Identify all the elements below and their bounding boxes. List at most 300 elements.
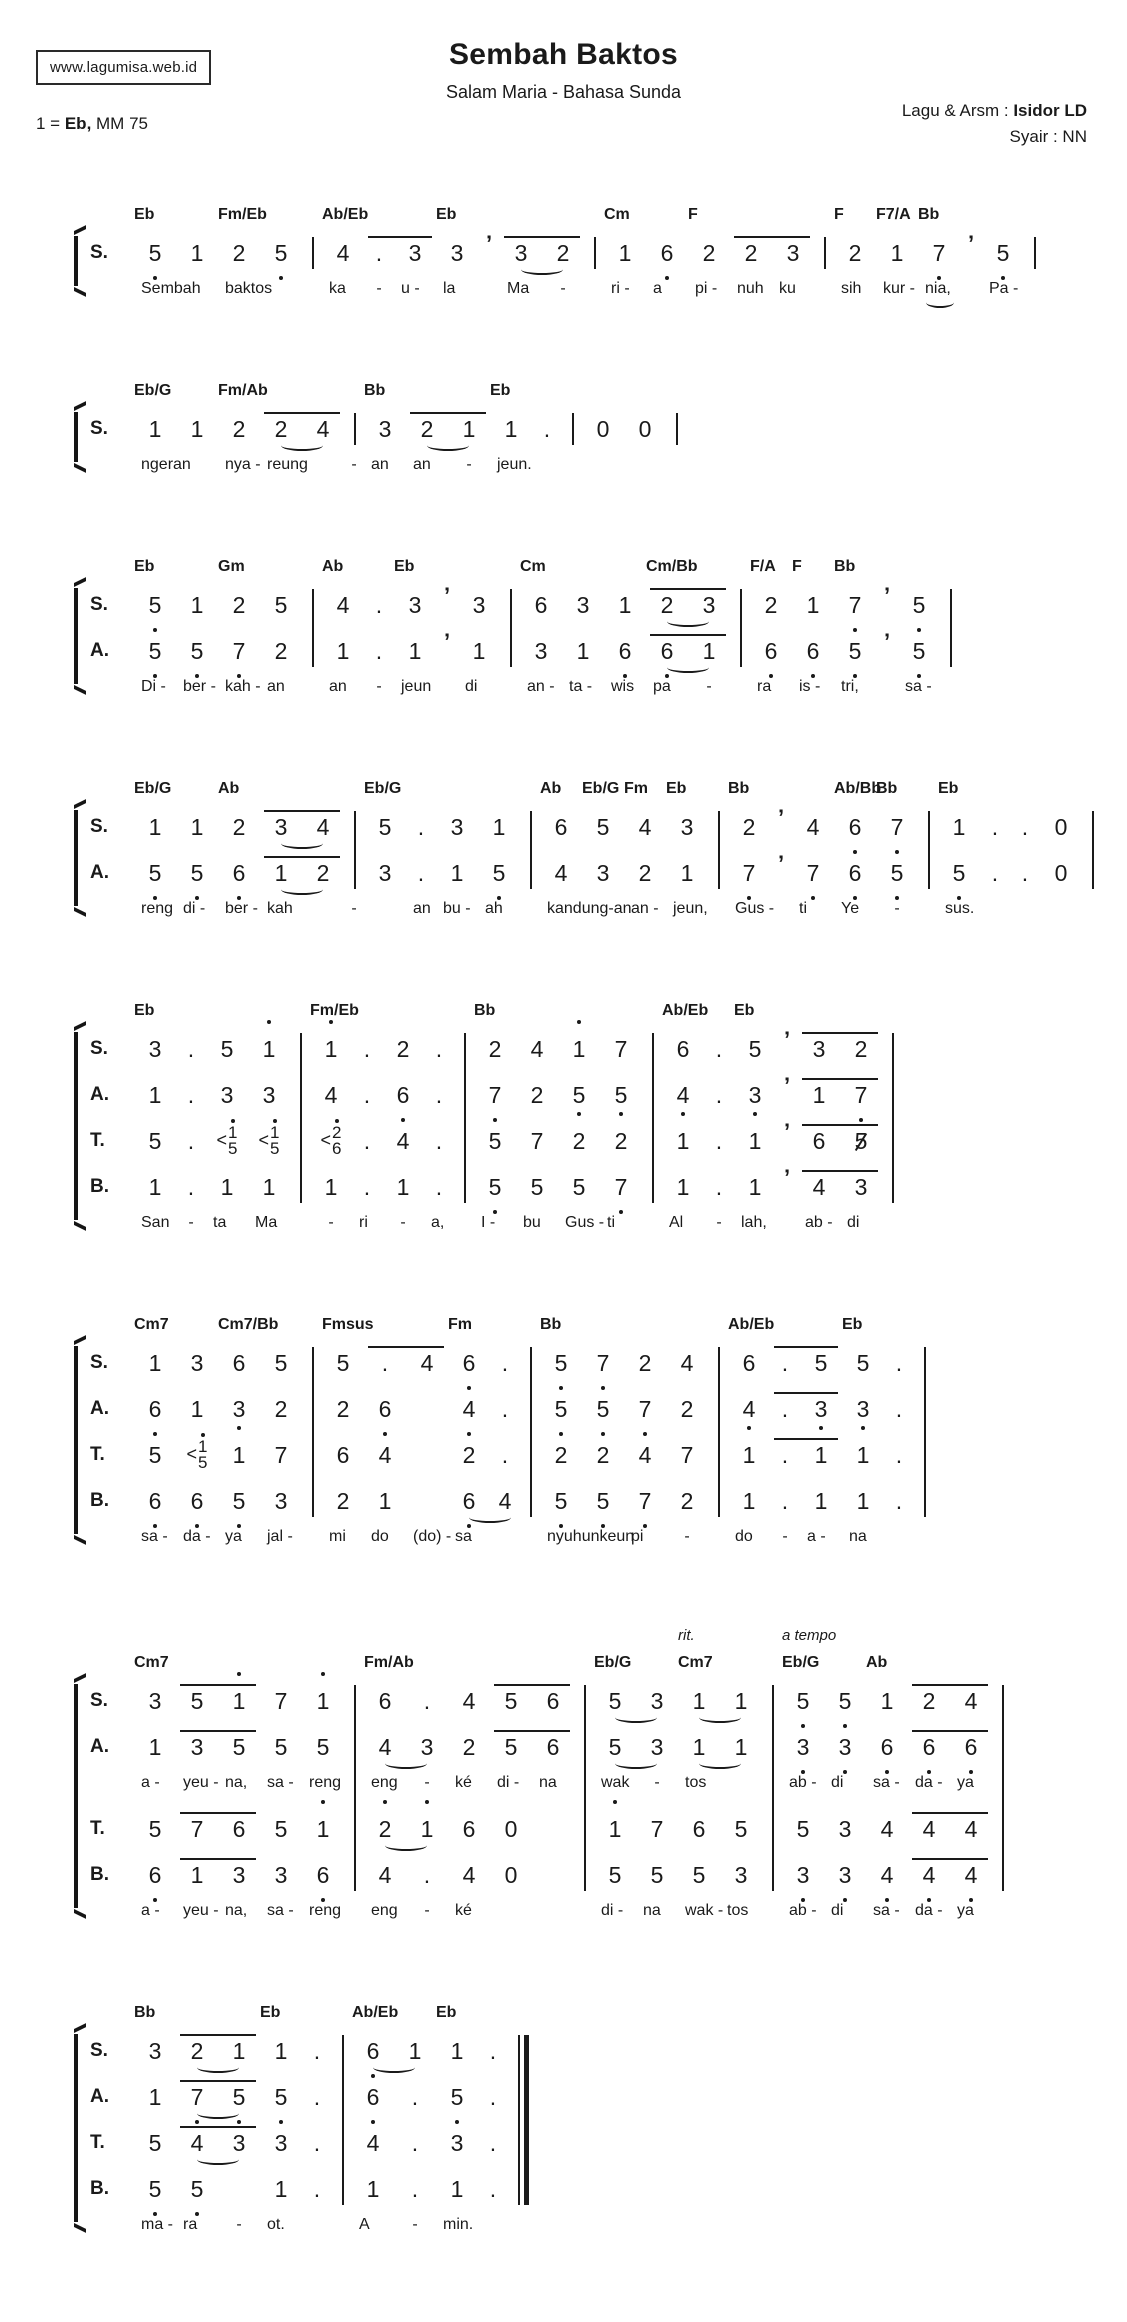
beat-column <box>436 552 458 710</box>
note-cell-s <box>302 804 344 850</box>
note-digit: 4 <box>964 1688 978 1714</box>
chord-label <box>1082 774 1102 804</box>
beat-column <box>260 774 302 932</box>
duration-dot: . <box>781 1488 789 1514</box>
note-cell-s <box>594 1678 636 1724</box>
beat-column <box>666 774 708 932</box>
lyric-syllable <box>344 1898 364 1934</box>
note-cell-b <box>624 1478 666 1524</box>
note-cell-a <box>834 850 876 896</box>
note-digit: 6 <box>149 1478 162 1524</box>
duration-dot: . <box>375 592 383 618</box>
lyric-syllable: an <box>413 456 431 473</box>
lyric-syllable <box>490 1898 532 1934</box>
note-digit: 2 <box>232 814 246 840</box>
barline-column <box>814 200 834 312</box>
note-cell-s <box>176 1026 206 1072</box>
note-cell-t <box>776 1118 798 1164</box>
chord-label <box>516 996 558 1026</box>
barline <box>312 589 314 667</box>
lyric-syllable: kandung-an <box>547 900 632 917</box>
note-cell-t <box>134 2120 176 2166</box>
note-cell-t <box>176 1432 218 1478</box>
chord-label: Fm <box>448 1316 472 1333</box>
note-digit: 4 <box>806 814 820 840</box>
note-digit: 6 <box>317 1852 330 1898</box>
lyric-syllable: reung <box>267 456 308 473</box>
beat-column <box>302 774 344 932</box>
chord-label <box>500 552 520 582</box>
note-digit: 2 <box>336 1488 350 1514</box>
chord-label <box>666 376 686 406</box>
note-cell-s <box>866 1678 908 1724</box>
tempo-annotation <box>490 1624 532 1648</box>
lyric-syllable <box>882 1210 902 1246</box>
beat-column <box>646 200 688 312</box>
lyric-syllable <box>302 1524 322 1560</box>
beat-column <box>666 1310 708 1560</box>
chord-label <box>302 552 322 582</box>
note-digit: 7 <box>274 1442 288 1468</box>
lyric-syllable: ku <box>779 280 796 297</box>
note-digit: 2 <box>336 1396 350 1422</box>
note-cell-t <box>302 2120 332 2166</box>
lyric-syllable: na <box>539 1774 557 1791</box>
note-digit: 1 <box>148 1350 162 1376</box>
duration-dot: . <box>543 416 551 442</box>
note-cell-a <box>562 628 604 674</box>
note-digit: 3 <box>190 1734 204 1760</box>
lyric-syllable: na, <box>225 1902 248 1919</box>
lyric-syllable <box>500 674 520 710</box>
key-value: Eb, <box>64 114 92 133</box>
note-digit: 7 <box>933 230 946 276</box>
lyric-syllable: a - <box>141 1774 160 1791</box>
beat-column <box>448 1624 490 1934</box>
note-cell-s <box>176 582 218 628</box>
note-digit: 3 <box>748 1082 762 1108</box>
beat-column <box>582 376 624 488</box>
note-digit: 7 <box>639 1386 652 1432</box>
note-digit: 3 <box>786 240 800 266</box>
note-digit: 3 <box>220 1082 234 1108</box>
note-digit: 1 <box>880 1688 894 1714</box>
duration-dot: . <box>895 1350 903 1376</box>
note-cell-a <box>776 1072 798 1118</box>
note-digit: 5 <box>572 1174 586 1200</box>
beat-column <box>604 200 646 312</box>
note-digit: 3 <box>596 860 610 886</box>
note-digit: 6 <box>849 850 862 896</box>
note-cell-s <box>436 230 478 276</box>
note-digit: 5 <box>913 628 926 674</box>
note-digit: 2 <box>274 638 288 664</box>
barline-column <box>344 774 364 932</box>
tempo-annotation <box>594 1624 636 1648</box>
note-digit: 5 <box>274 1734 288 1760</box>
chord-label <box>394 1998 436 2028</box>
note-digit: 5 <box>148 1442 162 1468</box>
note-cell-b <box>636 1852 678 1898</box>
note-cell-t <box>310 1118 352 1164</box>
chord-label: Fm <box>624 780 648 797</box>
note-cell-b <box>516 1164 558 1210</box>
duration-dot: . <box>381 1350 389 1376</box>
beat-column <box>448 1310 490 1560</box>
breath-mark: ’ <box>443 583 451 608</box>
lyric-syllable: ra <box>757 678 772 695</box>
note-cell-s <box>876 582 898 628</box>
note-digit: 3 <box>734 1862 748 1888</box>
note-cell-t <box>364 1806 406 1852</box>
note-cell-s <box>562 582 604 628</box>
note-digit: 3 <box>680 814 694 840</box>
chord-label: Eb <box>260 2004 281 2021</box>
lyric-syllable: la <box>443 280 456 297</box>
beat-column <box>218 1310 279 1560</box>
note-digit: 5 <box>597 1478 610 1524</box>
note-digit: 3 <box>190 1350 204 1376</box>
chord-label <box>1024 200 1044 230</box>
note-cell-s <box>478 804 520 850</box>
note-cell-s <box>624 406 666 452</box>
barline-column <box>500 552 520 710</box>
chord-label <box>646 200 688 230</box>
note-cell-a <box>678 1724 720 1770</box>
note-digit: 4 <box>190 2130 204 2156</box>
duration-dot: . <box>489 2038 497 2064</box>
note-cell-s <box>260 582 302 628</box>
chord-label <box>704 996 734 1026</box>
breath-mark: ’ <box>777 805 785 830</box>
chord-angle: < <box>320 1130 332 1151</box>
chord-label <box>960 200 982 230</box>
note-cell-t <box>218 1806 260 1852</box>
note-digit: 1 <box>576 638 590 664</box>
voice-label-s: S. <box>90 594 108 615</box>
lyric-syllable: di <box>831 1774 844 1791</box>
lyric-syllable: - <box>654 1774 660 1791</box>
note-cell-t <box>478 2120 508 2166</box>
chord-label <box>332 1998 352 2028</box>
note-cell-t <box>636 1806 678 1852</box>
note-digit: 3 <box>814 1396 828 1422</box>
duration-dot: . <box>417 814 425 840</box>
beat-column <box>688 552 730 710</box>
barline-column <box>290 996 310 1246</box>
lyric-syllable <box>708 1524 728 1560</box>
note-digit: 1 <box>274 2176 288 2202</box>
voice-label-b: B. <box>90 1176 109 1197</box>
chord-label <box>352 996 382 1026</box>
barline <box>354 811 356 889</box>
beat-column <box>720 1624 762 1934</box>
note-cell-t <box>782 1806 824 1852</box>
chord-label: Eb <box>490 382 511 399</box>
note-cell-t <box>594 1806 636 1852</box>
note-cell-b <box>884 1478 914 1524</box>
note-digit: 6 <box>232 1350 246 1376</box>
beat-column <box>776 996 798 1246</box>
beat-column <box>1040 774 1082 932</box>
barline <box>354 1685 356 1891</box>
note-digit: 5 <box>149 582 162 628</box>
duration-dot: . <box>715 1036 723 1062</box>
beat-column <box>840 996 882 1246</box>
lyric-syllable: di <box>847 1214 860 1231</box>
lyric-syllable: is - <box>799 678 821 695</box>
lyric-syllable: wis <box>611 678 635 695</box>
beat-column <box>176 996 206 1246</box>
lyric-syllable: - <box>716 1214 722 1231</box>
duration-dot: . <box>313 2176 321 2202</box>
lyric-syllable <box>960 276 982 312</box>
note-cell-a <box>134 1386 176 1432</box>
lyric-syllable: reng <box>309 1902 342 1919</box>
duration-dot: . <box>435 1128 443 1154</box>
lyric-syllable: - <box>400 1214 406 1231</box>
beat-column <box>406 774 436 932</box>
lyric-syllable <box>302 276 322 312</box>
chord-label: Cm7 <box>678 1654 713 1671</box>
note-digit: 1 <box>233 1678 246 1724</box>
chord-label <box>542 200 584 230</box>
note-cell-a <box>782 1724 824 1770</box>
beat-column <box>562 552 604 710</box>
note-cell-s <box>394 2028 436 2074</box>
score <box>0 200 1127 2248</box>
note-digit: 6 <box>923 1724 936 1770</box>
note-digit: 3 <box>812 1036 826 1062</box>
beat-column <box>206 996 248 1246</box>
lyric-syllable: yeu - <box>183 1902 219 1919</box>
note-digit: 5 <box>489 1164 502 1210</box>
note-cell-s <box>206 1026 248 1072</box>
note-digit: 3 <box>534 638 548 664</box>
note-cell-b <box>582 1478 624 1524</box>
voice-label-s: S. <box>90 242 108 263</box>
barline <box>300 1033 302 1203</box>
chord-label: Bb <box>876 780 898 797</box>
lyric-syllable: di <box>465 678 478 695</box>
note-cell-s <box>322 582 364 628</box>
note-cell-t <box>824 1806 866 1852</box>
beat-column <box>884 1310 914 1560</box>
note-cell-a <box>436 850 478 896</box>
note-digit: 3 <box>702 592 716 618</box>
beat-column <box>1010 774 1040 932</box>
barline <box>510 589 512 667</box>
lyric-syllable: - <box>376 678 382 695</box>
note-cell-a <box>474 1072 516 1118</box>
note-digit: 7 <box>615 1164 628 1210</box>
note-cell-s <box>898 582 940 628</box>
duration-dot: . <box>411 2130 419 2156</box>
beat-column <box>218 1624 260 1934</box>
note-digit: 7 <box>807 850 820 896</box>
note-cell-a <box>604 628 646 674</box>
note-cell-b <box>322 1478 364 1524</box>
note-digit: 1 <box>274 860 288 886</box>
lyric-syllable: na <box>849 1528 867 1545</box>
lyric-syllable: mi <box>329 1528 346 1545</box>
beat-column <box>364 1624 414 1934</box>
note-digit: 4 <box>554 860 568 886</box>
lyric-syllable: sus. <box>945 900 975 917</box>
note-digit: 4 <box>462 1688 476 1714</box>
note-cell-s <box>540 1340 582 1386</box>
note-digit: 1 <box>324 1174 338 1200</box>
beat-column <box>876 552 898 710</box>
beat-column <box>728 774 775 932</box>
note-cell-s <box>582 406 624 452</box>
lyric-syllable: - <box>351 456 357 473</box>
stacked-notes <box>258 1123 280 1159</box>
note-cell-b <box>176 1164 206 1210</box>
chord-label <box>688 552 730 582</box>
note-cell-b <box>866 1852 908 1898</box>
note-cell-s <box>750 582 792 628</box>
beat-column <box>490 1624 532 1934</box>
note-digit: 1 <box>220 1174 234 1200</box>
note-cell-b <box>218 2166 260 2212</box>
chord-label: Bb <box>834 558 856 575</box>
note-cell-b <box>478 2166 508 2212</box>
note-digit: 2 <box>316 860 330 886</box>
note-digit: 5 <box>451 2074 464 2120</box>
lyric-syllable: lah, <box>741 1214 767 1231</box>
chord-label: Bb <box>134 2004 156 2021</box>
note-cell-t <box>842 1432 884 1478</box>
note-digit: 5 <box>274 1816 288 1842</box>
chord-label <box>448 376 490 406</box>
chord-label <box>260 774 302 804</box>
note-cell-s <box>772 230 814 276</box>
chord-label <box>176 1310 218 1340</box>
note-cell-s <box>448 406 490 452</box>
note-cell-s <box>218 804 260 850</box>
note-cell-a <box>134 850 176 896</box>
chord-label: Cm <box>520 558 546 575</box>
tempo-annotation <box>720 1624 762 1648</box>
note-cell-b <box>260 1478 302 1524</box>
chord-label <box>176 1648 218 1678</box>
note-cell-s <box>134 406 176 452</box>
duration-dot: . <box>991 814 999 840</box>
note-digit: 4 <box>964 1816 978 1842</box>
note-digit: 3 <box>797 1724 810 1770</box>
note-digit: 3 <box>450 240 464 266</box>
chord-label <box>824 1648 866 1678</box>
lyric-syllable: (do) - <box>413 1528 452 1545</box>
note-cell-a <box>980 850 1010 896</box>
lyric-syllable: an <box>267 678 285 695</box>
lyric-syllable: Ma <box>507 280 530 297</box>
note-cell-s <box>834 804 876 850</box>
note-digit: 1 <box>618 592 632 618</box>
duration-dot: . <box>781 1396 789 1422</box>
note-cell-s <box>134 1678 176 1724</box>
breath-mark: ’ <box>485 231 493 256</box>
chord-label <box>520 1310 540 1340</box>
tempo-annotation: rit. <box>678 1627 695 1644</box>
note-cell-s <box>134 1026 176 1072</box>
beat-column <box>248 996 290 1246</box>
note-cell-s <box>322 1340 364 1386</box>
note-digit: 1 <box>233 1432 246 1478</box>
lyric-syllable: - <box>424 1902 430 1919</box>
note-cell-s <box>532 1678 574 1724</box>
note-digit: 5 <box>614 1082 628 1108</box>
note-digit: 1 <box>190 416 204 442</box>
note-cell-b <box>260 2166 302 2212</box>
lyric-syllable <box>582 896 624 932</box>
barline-column <box>562 376 582 488</box>
breath-mark: ’ <box>443 629 451 654</box>
chord-label <box>508 1998 528 2028</box>
note-cell-t <box>260 1806 302 1852</box>
note-digit: 1 <box>692 1688 706 1714</box>
beat-column <box>260 200 302 312</box>
note-cell-b <box>666 1478 708 1524</box>
chord-label <box>344 376 364 406</box>
tempo-annotation <box>260 1624 302 1648</box>
note-cell-s <box>322 230 364 276</box>
chord-label <box>798 996 840 1026</box>
note-digit: 5 <box>148 1128 162 1154</box>
note-cell-s <box>458 582 500 628</box>
rest-digit: 0 <box>1054 814 1068 840</box>
lyric-syllable: bu <box>523 1214 541 1231</box>
note-digit: 5 <box>275 230 288 276</box>
note-digit: 6 <box>397 1072 410 1118</box>
chord-label <box>490 1648 532 1678</box>
note-digit: 3 <box>420 1734 434 1760</box>
note-cell-a <box>594 1724 636 1770</box>
duration-dot: . <box>423 1688 431 1714</box>
note-cell-b <box>600 1164 642 1210</box>
note-digit: 7 <box>891 804 904 850</box>
chord-label: Eb <box>436 2004 457 2021</box>
note-cell-b <box>302 2166 332 2212</box>
note-digit: 4 <box>462 1862 476 1888</box>
lyric-syllable: ab - <box>789 1902 817 1919</box>
note-cell-b <box>176 2166 218 2212</box>
note-cell-a <box>478 2074 508 2120</box>
duration-dot: . <box>715 1174 723 1200</box>
lyric-syllable <box>562 452 582 488</box>
note-cell-s <box>678 1678 720 1724</box>
note-digit: 1 <box>742 1488 756 1514</box>
chord-label: Ab <box>540 780 562 797</box>
note-digit: 1 <box>190 240 204 266</box>
note-digit: 5 <box>608 1862 622 1888</box>
note-digit: 1 <box>148 2084 162 2110</box>
note-digit: 3 <box>854 1174 868 1200</box>
note-cell-b <box>352 2166 394 2212</box>
note-digit: 3 <box>450 814 464 840</box>
note-digit: 1 <box>450 860 464 886</box>
note-digit: 6 <box>232 1816 246 1842</box>
chord-label <box>406 774 436 804</box>
note-digit: 3 <box>408 240 422 266</box>
note-cell-a <box>218 628 260 674</box>
note-cell-s <box>436 804 478 850</box>
beat-column <box>218 376 268 488</box>
tempo-annotation <box>866 1624 908 1648</box>
beat-column <box>792 552 834 710</box>
beat-column <box>134 1310 176 1560</box>
